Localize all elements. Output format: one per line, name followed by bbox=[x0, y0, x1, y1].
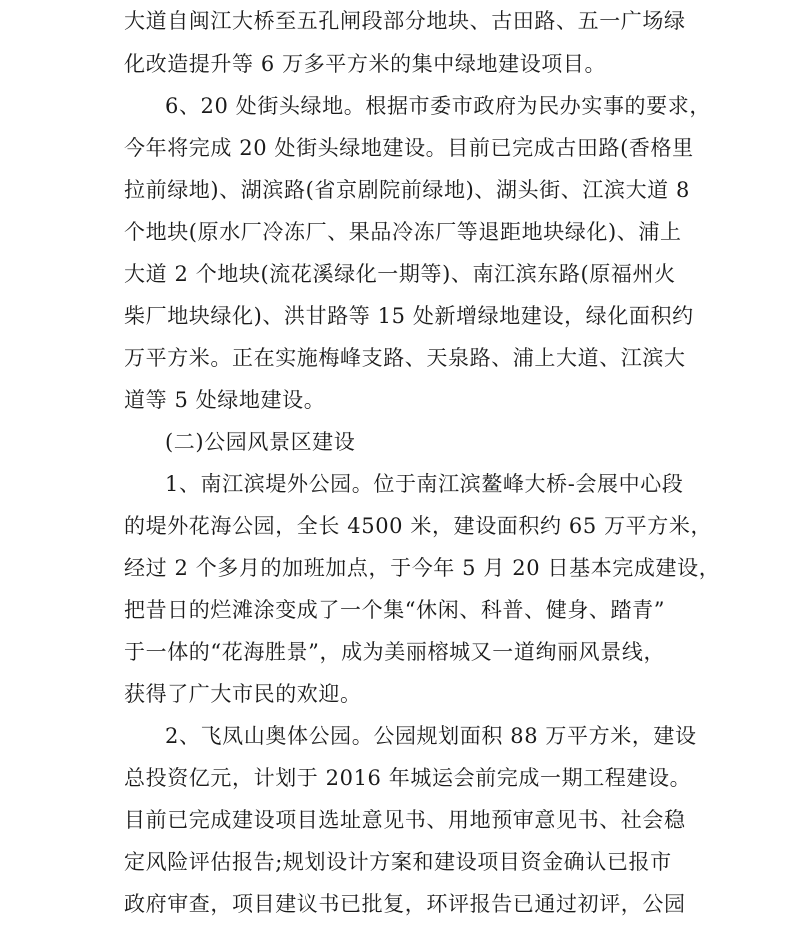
text-line: 万平方米。正在实施梅峰支路、天泉路、浦上大道、江滨大 bbox=[124, 346, 686, 370]
text-line: 的堤外花海公园，全长 4500 米，建设面积约 65 万平方米， bbox=[124, 514, 713, 538]
text-line: 经过 2 个多月的加班加点，于今年 5 月 20 日基本完成建设， bbox=[124, 556, 721, 580]
text-line: 政府审查，项目建议书已批复，环评报告已通过初评，公园 bbox=[124, 892, 686, 916]
text-line: 大道自闽江大桥至五孔闸段部分地块、古田路、五一广场绿 bbox=[124, 9, 686, 33]
section-heading: (二)公园风景区建设 bbox=[165, 430, 356, 454]
text-line: 目前已完成建设项目选址意见书、用地预审意见书、社会稳 bbox=[124, 808, 686, 832]
text-line: 大道 2 个地块(流花溪绿化一期等)、南江滨东路(原福州火 bbox=[124, 262, 676, 286]
text-line: 个地块(原水厂冷冻厂、果品冷冻厂等退距地块绿化)、浦上 bbox=[124, 220, 682, 244]
paragraph-heading: 6、20 处街头绿地。根据市委市政府为民办实事的要求， bbox=[165, 94, 711, 118]
paragraph-heading: 1、南江滨堤外公园。位于南江滨鳌峰大桥-会展中心段 bbox=[165, 472, 684, 496]
text-line: 拉前绿地)、湖滨路(省京剧院前绿地)、湖头街、江滨大道 8 bbox=[124, 178, 691, 202]
text-line: 柴厂地块绿化)、洪甘路等 15 处新增绿地建设，绿化面积约 bbox=[124, 304, 694, 328]
text-line: 化改造提升等 6 万多平方米的集中绿地建设项目。 bbox=[124, 52, 607, 76]
text-line: 道等 5 处绿地建设。 bbox=[124, 388, 326, 412]
text-line: 把昔日的烂滩涂变成了一个集“休闲、科普、健身、踏青” bbox=[124, 598, 666, 622]
text-line: 定风险评估报告;规划设计方案和建设项目资金确认已报市 bbox=[124, 850, 672, 874]
paragraph-heading: 2、飞凤山奥体公园。公园规划面积 88 万平方米，建设 bbox=[165, 724, 697, 748]
text-line: 今年将完成 20 处街头绿地建设。目前已完成古田路(香格里 bbox=[124, 136, 694, 160]
text-line: 总投资亿元，计划于 2016 年城运会前完成一期工程建设。 bbox=[124, 766, 692, 790]
text-line: 获得了广大市民的欢迎。 bbox=[124, 682, 362, 706]
text-line: 于一体的“花海胜景”，成为美丽榕城又一道绚丽风景线， bbox=[124, 640, 666, 664]
